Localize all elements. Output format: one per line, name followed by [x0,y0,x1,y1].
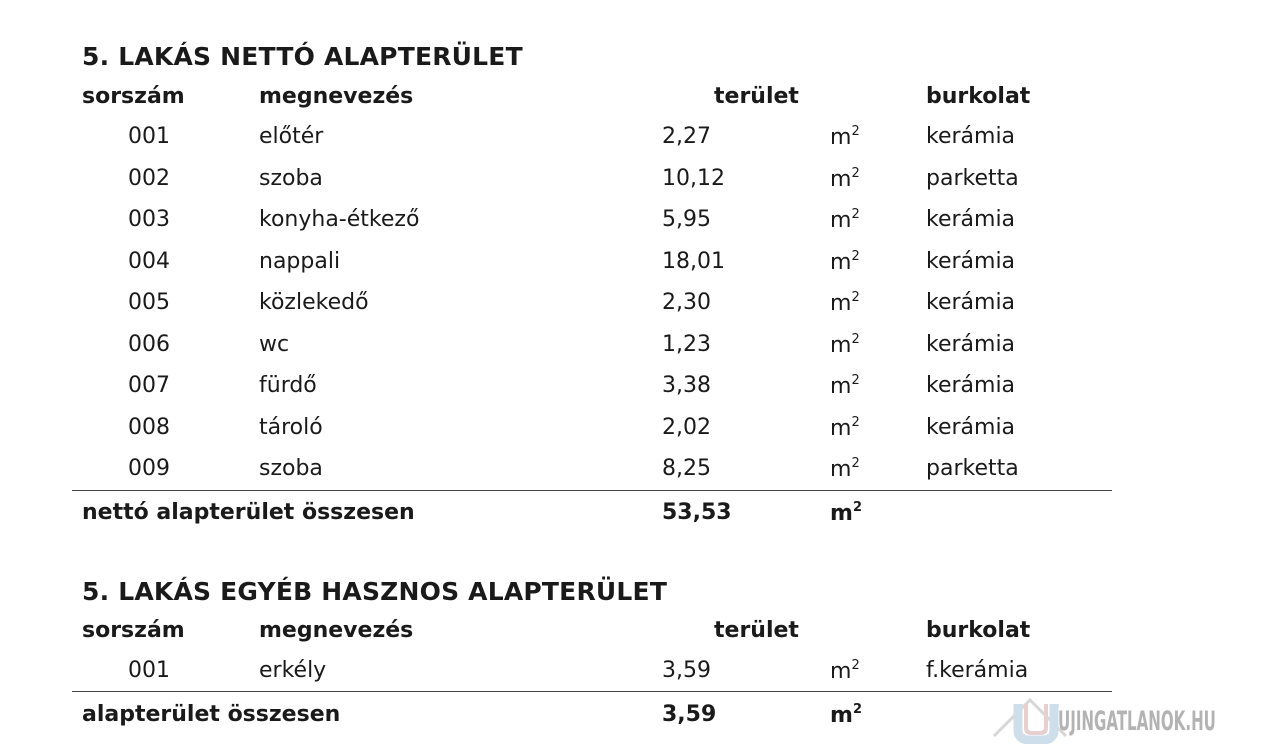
table-row [0,166,1280,206]
row-name: tároló [259,415,323,440]
table-row [0,415,1280,455]
header-area: terület [714,84,799,109]
row-name: konyha-étkező [259,207,420,232]
row-num: 008 [128,415,170,440]
header-name: megnevezés [259,618,414,643]
section1-total-row [0,500,1280,540]
row-name: előtér [259,124,324,149]
row-area: 8,25 [662,456,711,481]
row-unit: $m^2$ [830,373,860,399]
row-num: 006 [128,332,170,357]
row-unit: $m^2$ [830,249,860,275]
section1-total-divider [72,490,1112,491]
row-unit: $m^2$ [830,290,860,316]
table-row [0,207,1280,247]
row-name: fürdő [259,373,317,398]
table-row [0,290,1280,330]
row-unit: $m^2$ [830,124,860,150]
row-num: 004 [128,249,170,274]
row-cover: parketta [926,166,1019,191]
total-label: nettó alapterület összesen [82,500,415,525]
section1-title: 5. LAKÁS NETTÓ ALAPTERÜLET [82,42,523,71]
row-cover: kerámia [926,373,1016,398]
row-area: 2,27 [662,124,711,149]
header-area: terület [714,618,799,643]
table-row [0,124,1280,164]
row-cover: kerámia [926,207,1016,232]
header-name: megnevezés [259,84,414,109]
row-name: wc [259,332,290,357]
header-cover: burkolat [926,618,1031,643]
row-num: 009 [128,456,170,481]
row-unit: $m^2$ [830,332,860,358]
section2-total-divider [72,691,1112,692]
header-cover: burkolat [926,84,1031,109]
row-cover: parketta [926,456,1019,481]
row-unit: $m^2$ [830,207,860,233]
row-cover: f.kerámia [926,658,1029,683]
total-area: 3,59 [662,702,717,727]
row-area: 1,23 [662,332,711,357]
header-num: sorszám [82,618,185,643]
row-cover: kerámia [926,124,1016,149]
row-cover: kerámia [926,290,1016,315]
row-num: 001 [128,124,170,149]
row-num: 003 [128,207,170,232]
row-name: közlekedő [259,290,369,315]
row-area: 3,38 [662,373,711,398]
section2-title: 5. LAKÁS EGYÉB HASZNOS ALAPTERÜLET [82,577,668,606]
row-num: 001 [128,658,170,683]
total-unit: $m^2$ [830,702,862,728]
row-unit: $m^2$ [830,415,860,441]
row-area: 2,02 [662,415,711,440]
row-cover: kerámia [926,332,1016,357]
table-row [0,332,1280,372]
row-num: 002 [128,166,170,191]
row-unit: $m^2$ [830,456,860,482]
total-area: 53,53 [662,500,732,525]
watermark-text: UJINGATLANOK.HU [1058,706,1216,737]
row-unit: $m^2$ [830,166,860,192]
row-name: szoba [259,166,323,191]
table-row [0,249,1280,289]
row-cover: kerámia [926,249,1016,274]
section1-header-row [0,84,1280,124]
row-num: 005 [128,290,170,315]
row-num: 007 [128,373,170,398]
section2-header-row [0,618,1280,658]
row-area: 18,01 [662,249,725,274]
row-unit: $m^2$ [830,658,860,684]
total-unit: $m^2$ [830,500,862,526]
row-area: 10,12 [662,166,725,191]
row-cover: kerámia [926,415,1016,440]
row-area: 3,59 [662,658,711,683]
row-name: erkély [259,658,327,683]
table-row [0,373,1280,413]
row-name: nappali [259,249,341,274]
row-area: 5,95 [662,207,711,232]
header-num: sorszám [82,84,185,109]
row-name: szoba [259,456,323,481]
total-label: alapterület összesen [82,702,341,727]
row-area: 2,30 [662,290,711,315]
